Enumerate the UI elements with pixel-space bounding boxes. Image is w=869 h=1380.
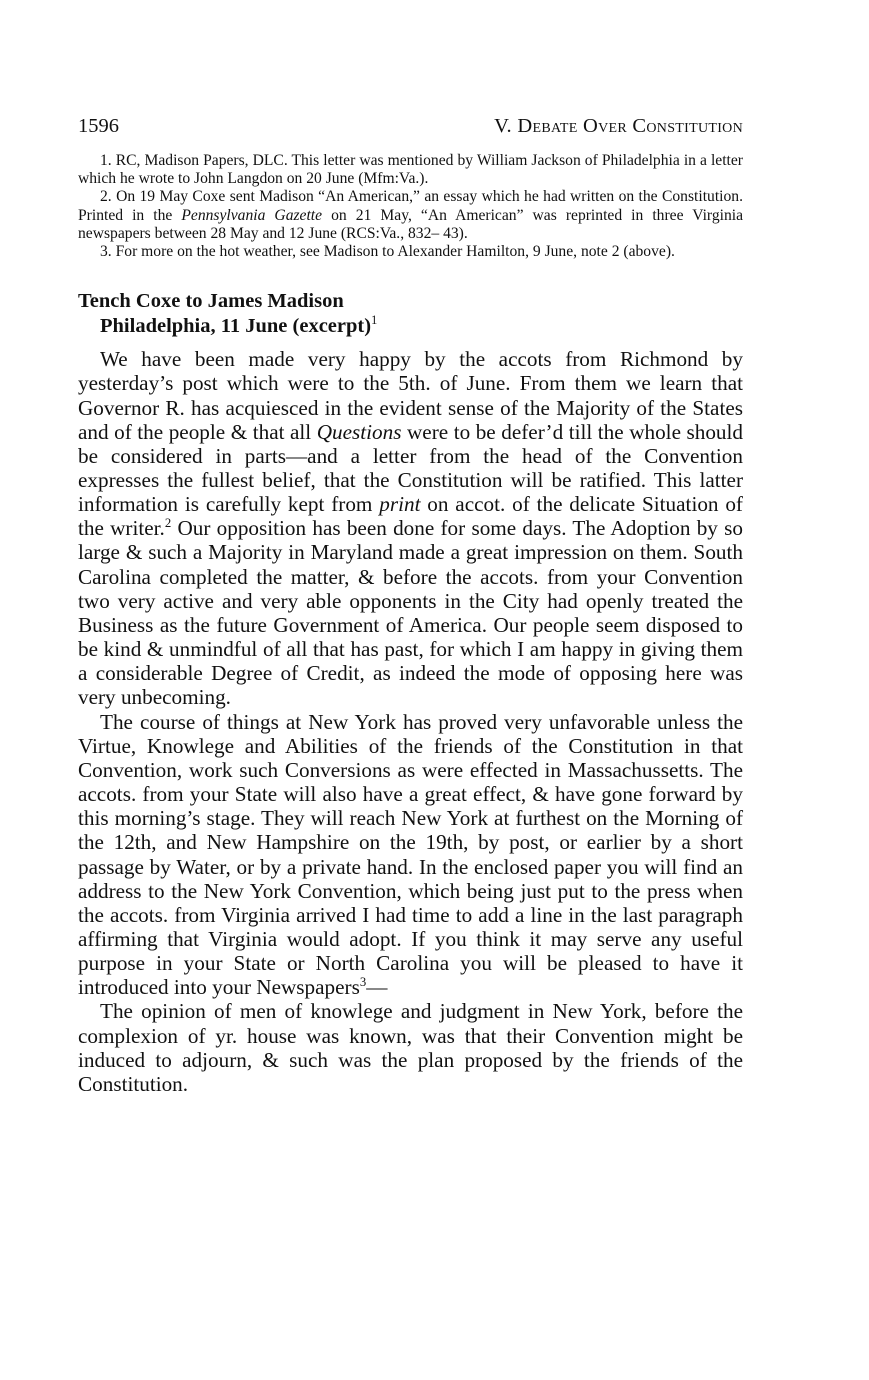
footnote-3: 3. For more on the hot weather, see Madison to Alexander Hamilton, 9 June, note 2 (above). (100, 243, 675, 261)
footnote-2: 2. On 19 May Coxe sent Madison “An American,” an essay which he had written on the Constitution. Printed in the Pennsylvania Gazette on 21 May, “An American” was reprinted in three Virginia newspapers between 28 May and 12 June (RCS:Va., 832– 43). (78, 188, 744, 242)
body-paragraph-1: We have been made very happy by the accots from Richmond by yesterday’s post which were to the 5th. of June. From them we learn that Governor R. has acquiesced in the evident sense of the Majority of the States and of the people & that all Questions were to be defer’d till the whole should be considered in parts—and a letter from the head of the Convention expresses the fullest belief, that the Constitution will be ratified. This latter information is carefully kept from print on accot. of the delicate Situation of the writer.$^2$ Our opposition has been done for some days. The Adoption by so large & such a Majority in Maryland made a great impression on them. South Carolina completed the matter, & before the accots. from your Convention two very active and very able opponents in the City had openly treated the Business as the future Government of America. Our people seem disposed to be kind & unmindful of all that has past, for which I am happy in giving them a considerable Degree of Credit, as indeed the mode of opposing here was very unbecoming. (78, 347, 744, 710)
letter-title: Tench Coxe to James Madison (78, 290, 344, 313)
body-paragraph-3: The opinion of men of knowlege and judgment in New York, before the complexion of yr. house was known, was that their Convention might be induced to adjourn, & such was the plan proposed by the friends of the Constitution. (78, 999, 743, 1096)
note-reference: 1 (371, 312, 378, 327)
page-number: 1596 (78, 115, 119, 137)
body-paragraph-2: The course of things at New York has proved very unfavorable unless the Virtue, Knowlege and Abilities of the friends of the Constitution in that Convention, work such Conversions as were effected in Massachussetts. The accots. from your State will also have a great effect, & have gone forward by this morning’s stage. They will reach New York at furthest on the Morning of the 12th, and New Hampshire on the 19th, by post, or earlier by a short passage by Water, or by a private hand. In the enclosed paper you will find an address to the New York Convention, which being just put to the press when the accots. from Virginia arrived I had time to add a line in the last paragraph affirming that Virginia would adopt. If you think it may serve any useful purpose in your State or North Carolina you will be pleased to have it introduced into your Newspapers$^3$— (78, 709, 743, 1000)
section-title: V. Debate Over Constitution (494, 115, 743, 137)
note-reference: 2 (164, 516, 172, 531)
note-reference: 3 (359, 975, 367, 990)
document-page (78, 112, 743, 1096)
letter-heading (78, 289, 743, 338)
publication-title: Pennsylvania Gazette (181, 206, 323, 224)
letter-place-date: Philadelphia, 11 June (excerpt)$^1$ (100, 312, 378, 337)
running-head (78, 112, 743, 140)
letter-body (78, 347, 743, 1096)
footnotes (78, 152, 743, 261)
footnote-1: 1. RC, Madison Papers, DLC. This letter was mentioned by William Jackson of Philadelphia in a letter which he wrote to John Langdon on 20 June (Mfm:Va.). (78, 152, 743, 188)
